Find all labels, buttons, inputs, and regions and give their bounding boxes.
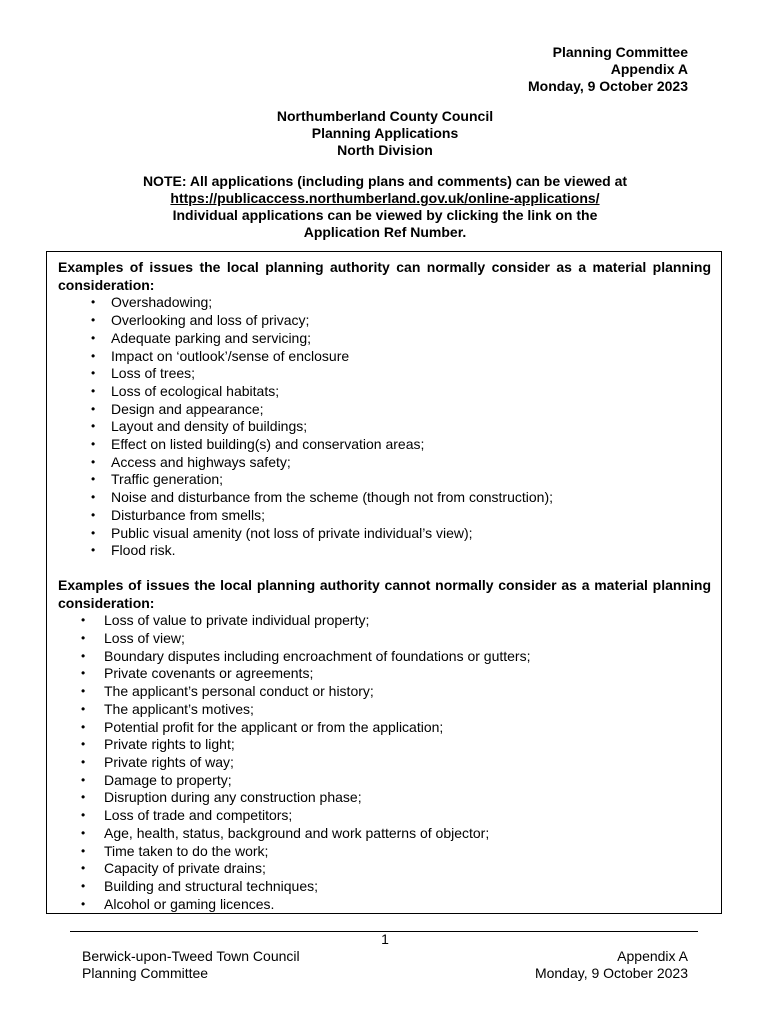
list-item: • Overshadowing; [91, 294, 213, 311]
note-line: Application Ref Number. [303, 224, 467, 240]
bullet-icon: • [91, 419, 96, 434]
bullet-icon: • [81, 754, 86, 769]
page-header [528, 44, 688, 95]
bullet-icon: • [91, 490, 96, 505]
bullet-icon: • [91, 543, 96, 558]
note-line: NOTE: All applications (including plans and comments) can be viewed at [142, 173, 628, 189]
list-item: • Traffic generation; [91, 471, 224, 488]
bullet-icon: • [81, 790, 86, 805]
footer-appendix: Appendix A [617, 948, 688, 964]
footer-date: Monday, 9 October 2023 [534, 965, 688, 981]
can-consider-list [58, 294, 711, 560]
bullet-icon: • [81, 843, 86, 858]
bullet-icon: • [81, 896, 86, 911]
list-item: • The applicant’s motives; [81, 700, 254, 717]
list-item: • Layout and density of buildings; [91, 418, 308, 435]
bullet-icon: • [91, 330, 96, 345]
list-item: • Design and appearance; [91, 400, 264, 417]
page-number: 1 [381, 931, 389, 947]
list-item: • Alcohol or gaming licences. [81, 895, 275, 912]
list-item: • Effect on listed building(s) and conservation areas; [91, 436, 425, 453]
bullet-icon: • [91, 525, 96, 540]
bullet-icon: • [81, 808, 86, 823]
org-subtitle: Planning Applications [311, 125, 459, 141]
bullet-icon: • [91, 437, 96, 452]
can-consider-heading: Examples of issues the local planning authority can normally consider as a material planning consideration: [58, 259, 711, 293]
online-applications-link[interactable]: https://publicaccess.northumberland.gov.uk/online-applications/ [170, 190, 600, 206]
bullet-icon: • [81, 666, 86, 681]
list-item: • Building and structural techniques; [81, 877, 319, 894]
list-item: • Disturbance from smells; [91, 506, 266, 523]
note-block [0, 173, 770, 241]
bullet-icon: • [91, 401, 96, 416]
bullet-icon: • [91, 366, 96, 381]
list-item: • Private rights to light; [81, 736, 235, 753]
list-item: • Loss of trees; [91, 365, 196, 382]
footer-left [82, 948, 300, 982]
cannot-consider-list [58, 612, 711, 913]
header-appendix: Appendix A [610, 61, 688, 77]
list-item: • Private rights of way; [81, 753, 234, 770]
bullet-icon: • [81, 878, 86, 893]
list-item: • Age, health, status, background and work patterns of objector; [81, 824, 490, 841]
note-line: Individual applications can be viewed by clicking the link on the [172, 207, 598, 223]
list-item: • Time taken to do the work; [81, 842, 269, 859]
org-division: North Division [337, 142, 433, 158]
bullet-icon: • [81, 648, 86, 663]
bullet-icon: • [91, 454, 96, 469]
bullet-icon: • [81, 737, 86, 752]
list-item: • Impact on ‘outlook’/sense of enclosure [91, 347, 350, 364]
bullet-icon: • [81, 825, 86, 840]
list-item: • Potential profit for the applicant or from the application; [81, 718, 444, 735]
list-item: • The applicant’s personal conduct or history; [81, 683, 374, 700]
list-item: • Private covenants or agreements; [81, 665, 314, 682]
bullet-icon: • [81, 631, 86, 646]
bullet-icon: • [91, 313, 96, 328]
org-title-block [0, 108, 770, 159]
bullet-icon: • [81, 684, 86, 699]
list-item: • Boundary disputes including encroachment of foundations or gutters; [81, 647, 531, 664]
bullet-icon: • [81, 719, 86, 734]
list-item: • Loss of trade and competitors; [81, 807, 293, 824]
list-item: • Loss of value to private individual property; [81, 612, 370, 629]
cannot-consider-heading: Examples of issues the local planning authority cannot normally consider as a material planning consideration: [58, 576, 711, 611]
bullet-icon: • [81, 701, 86, 716]
list-item: • Disruption during any construction phase; [81, 789, 362, 806]
bullet-icon: • [81, 613, 86, 628]
header-committee: Planning Committee [552, 44, 688, 60]
bullet-icon: • [81, 861, 86, 876]
list-item: • Loss of view; [81, 630, 185, 647]
considerations-box [46, 251, 722, 914]
list-item: • Adequate parking and servicing; [91, 329, 312, 346]
footer-right [535, 948, 688, 982]
bullet-icon: • [91, 295, 96, 310]
list-item: • Flood risk. [91, 542, 176, 559]
bullet-icon: • [91, 383, 96, 398]
footer-council: Berwick-upon-Tweed Town Council [82, 948, 300, 964]
list-item: • Noise and disturbance from the scheme (though not from construction); [91, 489, 553, 506]
list-item: • Public visual amenity (not loss of private individual’s view); [91, 524, 473, 541]
list-item: • Damage to property; [81, 771, 232, 788]
header-date: Monday, 9 October 2023 [527, 78, 688, 94]
bullet-icon: • [81, 772, 86, 787]
footer-committee: Planning Committee [82, 965, 209, 981]
bullet-icon: • [91, 507, 96, 522]
list-item: • Loss of ecological habitats; [91, 382, 280, 399]
bullet-icon: • [91, 472, 96, 487]
list-item: • Capacity of private drains; [81, 860, 266, 877]
bullet-icon: • [91, 348, 96, 363]
list-item: • Overlooking and loss of privacy; [91, 312, 310, 329]
list-item: • Access and highways safety; [91, 453, 291, 470]
org-name: Northumberland County Council [276, 108, 494, 124]
